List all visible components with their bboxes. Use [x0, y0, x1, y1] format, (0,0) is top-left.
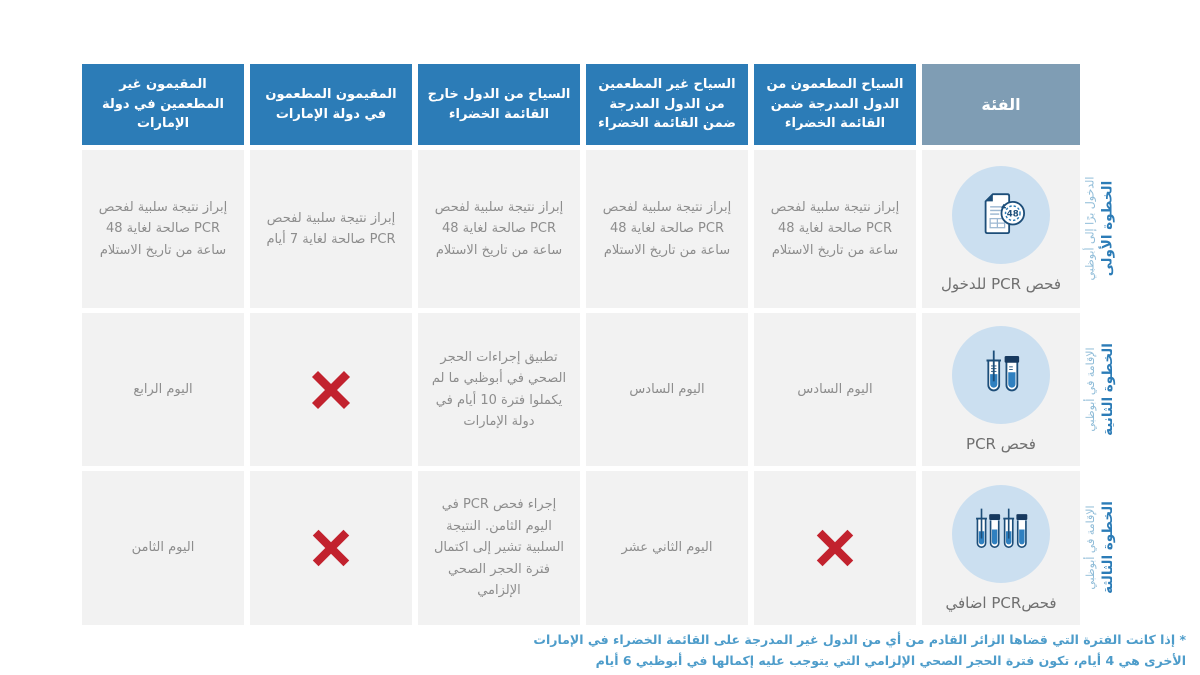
- x-mark-icon: [308, 525, 354, 571]
- category-label: فحص PCR: [966, 435, 1036, 453]
- table-cell: اليوم السادس: [754, 313, 916, 466]
- step-subtitle: الدخول برًا إلى أبوظبي: [1083, 177, 1097, 281]
- category-cell-pcr: [922, 313, 1080, 466]
- svg-text:48: 48: [1006, 208, 1019, 219]
- icon-circle: [952, 166, 1050, 264]
- table-cell: إبراز نتيجة سلبية لفحص PCR صالحة لغاية 48 ساعة من تاريخ الاستلام: [418, 150, 580, 308]
- table-cell: إبراز نتيجة سلبية لفحص PCR صالحة لغاية 7 أيام: [250, 150, 412, 308]
- step-subtitle: الإقامة في أبوظبي: [1083, 347, 1097, 432]
- step-title: الخطوة الثانية: [1099, 343, 1116, 436]
- category-cell-additional-pcr: [922, 471, 1080, 625]
- document-48h-clock-icon: [972, 186, 1030, 244]
- column-header-tourists-outside-greenlist: السياح من الدول خارج القائمة الخضراء: [418, 64, 580, 145]
- column-header-vaccinated-tourists-greenlist: السياح المطعمون من الدول المدرجة ضمن القائمة الخضراء: [754, 64, 916, 145]
- step-title: الخطوة الثالثة: [1099, 501, 1116, 595]
- step-subtitle: الإقامة في أبوظبي: [1083, 505, 1097, 591]
- table-cell: إبراز نتيجة سلبية لفحص PCR صالحة لغاية 48 ساعة من تاريخ الاستلام: [754, 150, 916, 308]
- x-mark-icon: [812, 525, 858, 571]
- step-title: الخطوة الأولى: [1099, 181, 1116, 277]
- table-cell: اليوم السادس: [586, 313, 748, 466]
- table-cell: إبراز نتيجة سلبية لفحص PCR صالحة لغاية 48 ساعة من تاريخ الاستلام: [82, 150, 244, 308]
- category-cell-entry-pcr: [922, 150, 1080, 308]
- table-cell-not-required: [250, 471, 412, 625]
- icon-circle: [952, 485, 1050, 583]
- category-label: فحص PCR للدخول: [940, 274, 1062, 293]
- footnote: * إذا كانت الفترة التي قضاها الزائر القادم من أي من الدول غير المدرجة على القائمة الخضراء في الإمارات الأخرى هي 4 أيام، تكون فترة الحجر الصحي الإلزامي التي يتوجب عليه إكمالها في أبوظبي 6 أيام: [533, 632, 1186, 668]
- column-header-unvaccinated-tourists-greenlist: السياح غير المطعمين من الدول المدرجة ضمن القائمة الخضراء: [586, 64, 748, 145]
- icon-circle: [952, 326, 1050, 424]
- table-cell-not-required: [250, 313, 412, 466]
- table-cell-not-required: [754, 471, 916, 625]
- table-cell: اليوم الثامن: [82, 471, 244, 625]
- two-test-tubes-icon: [972, 346, 1030, 404]
- column-header-unvaccinated-residents: المقيمون غير المطعمين في دولة الإمارات: [82, 64, 244, 145]
- column-header-vaccinated-residents: المقيمون المطعمون في دولة الإمارات: [250, 64, 412, 145]
- category-label: فحصPCR اضافي: [945, 593, 1057, 612]
- table-cell: اليوم الثاني عشر: [586, 471, 748, 625]
- table-cell: تطبيق إجراءات الحجر الصحي في أبوظبي ما لم يكملوا فترة 10 أيام في دولة الإمارات: [418, 313, 580, 466]
- x-mark-icon: [307, 366, 355, 414]
- table-cell: إجراء فحص PCR في اليوم الثامن. النتيجة السلبية تشير إلى اكتمال فترة الحجر الصحي الإلزامي: [418, 471, 580, 625]
- four-test-tubes-icon: [972, 505, 1030, 563]
- step-label-3: [1080, 471, 1120, 625]
- step-label-2: [1080, 313, 1120, 466]
- rules-table: [82, 64, 1080, 625]
- step-label-1: [1080, 150, 1120, 308]
- table-cell: اليوم الرابع: [82, 313, 244, 466]
- table-cell: إبراز نتيجة سلبية لفحص PCR صالحة لغاية 48 ساعة من تاريخ الاستلام: [586, 150, 748, 308]
- category-column-header: الفئة: [922, 64, 1080, 145]
